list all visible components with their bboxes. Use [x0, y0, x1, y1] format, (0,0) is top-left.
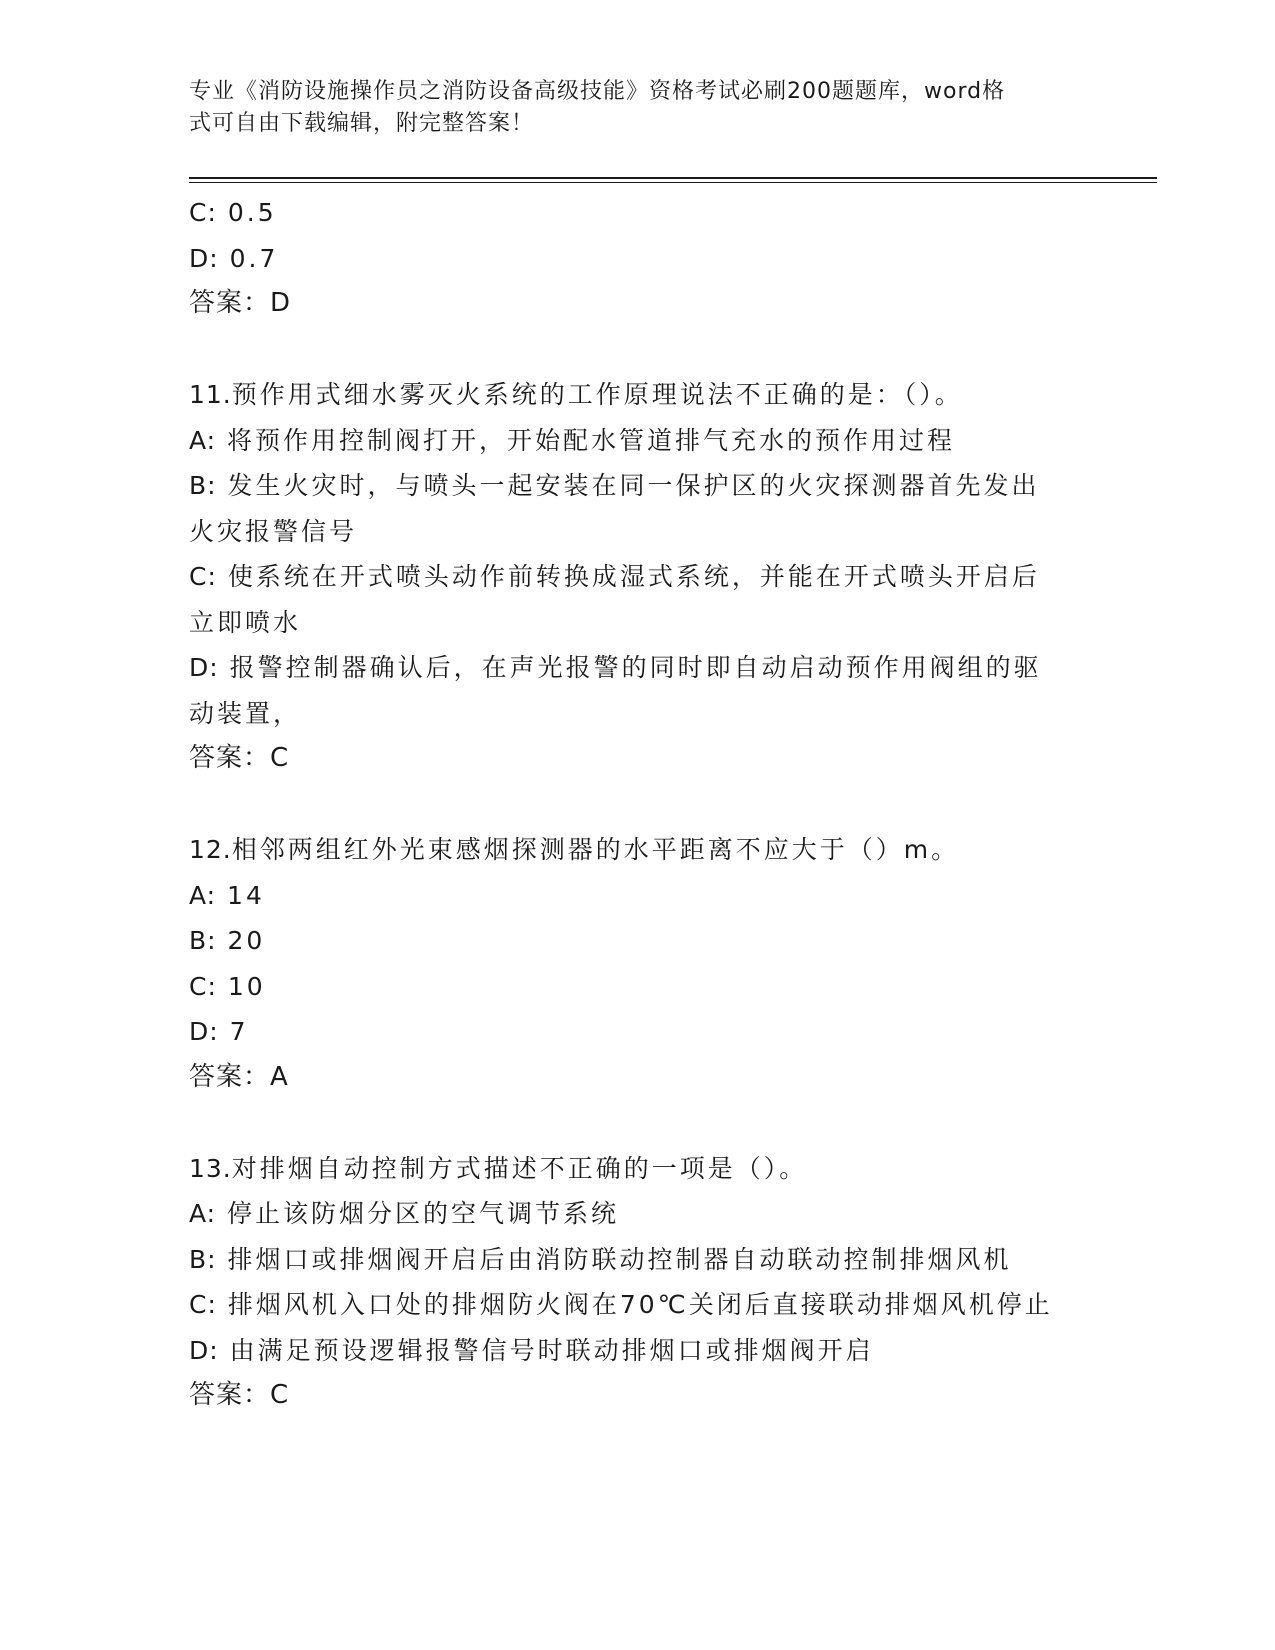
option-label: D:	[189, 1017, 219, 1046]
option-label: C:	[189, 562, 217, 591]
answer-line: 答案：C	[189, 1380, 290, 1410]
spacer	[189, 782, 1089, 828]
option-c	[189, 964, 1089, 1010]
option-c	[189, 1282, 1089, 1328]
question-stem	[189, 827, 1089, 873]
question-11	[189, 372, 1089, 782]
option-label: C:	[189, 1290, 217, 1319]
answer-line: 答案：D	[189, 288, 292, 318]
question-number: 11.	[189, 380, 232, 409]
answer-line: 答案：C	[189, 743, 290, 773]
header-divider-thin	[189, 182, 1157, 183]
option-text: 10	[227, 971, 266, 1001]
option-label: C:	[189, 971, 217, 1001]
option-text: 停止该防烟分区的空气调节系统	[227, 1199, 620, 1228]
option-a	[189, 873, 1089, 919]
header-line-1: 专业《消防设施操作员之消防设备高级技能》资格考试必刷200题题库，word格	[189, 79, 1006, 104]
option-label: A:	[189, 880, 217, 910]
option-a	[189, 1191, 1089, 1237]
option-text: 使系统在开式喷头动作前转换成湿式系统，并能在开式喷头开启后	[227, 562, 1040, 591]
question-text: 相邻两组红外光束感烟探测器的水平距离不应大于（）m。	[231, 835, 960, 864]
option-label: D:	[189, 653, 219, 682]
option-text: 排烟口或排烟阀开启后由消防联动控制器自动联动控制排烟风机	[227, 1244, 1012, 1274]
option-label: B:	[189, 1244, 217, 1274]
option-c-continued: 立即喷水	[189, 607, 302, 637]
question-stem	[189, 1146, 1089, 1192]
option-d	[189, 236, 1089, 282]
option-c	[189, 554, 1089, 600]
option-label: D:	[189, 243, 219, 273]
question-text: 对排烟自动控制方式描述不正确的一项是（）。	[231, 1153, 808, 1183]
option-text: 14	[227, 880, 265, 910]
option-text: 由满足预设逻辑报警信号时联动排烟口或排烟阀开启	[229, 1335, 874, 1365]
option-text: 发生火灾时，与喷头一起安装在同一保护区的火灾探测器首先发出	[227, 471, 1040, 500]
question-number: 12.	[189, 835, 232, 864]
option-label: C:	[189, 198, 217, 227]
option-text: 0.5	[227, 198, 277, 227]
prev-question-tail	[189, 190, 1089, 327]
header-divider-thick	[189, 177, 1157, 179]
option-label: D:	[189, 1335, 219, 1365]
question-text: 预作用式细水雾灭火系统的工作原理说法不正确的是：（）。	[231, 380, 963, 409]
question-number: 13.	[189, 1153, 232, 1183]
header-line-2: 式可自由下载编辑，附完整答案！	[189, 111, 535, 136]
question-12	[189, 827, 1089, 1100]
option-label: A:	[189, 425, 217, 455]
option-text: 排烟风机入口处的排烟防火阀在70℃关闭后直接联动排烟风机停止	[227, 1290, 1053, 1319]
option-c	[189, 190, 1089, 236]
question-stem	[189, 372, 1089, 418]
document-header	[189, 76, 1089, 140]
option-text: 报警控制器确认后，在声光报警的同时即自动启动预作用阀组的驱	[229, 653, 1042, 682]
document-body	[189, 190, 1089, 1419]
option-b	[189, 463, 1089, 509]
option-label: B:	[189, 926, 217, 955]
option-d	[189, 645, 1089, 691]
option-d	[189, 1328, 1089, 1374]
option-d-continued: 动装置，	[189, 698, 302, 728]
option-a	[189, 418, 1089, 464]
option-text: 7	[229, 1017, 249, 1046]
option-b-continued: 火灾报警信号	[189, 516, 358, 546]
option-label: A:	[189, 1199, 217, 1228]
spacer	[189, 327, 1089, 373]
option-text: 20	[227, 926, 266, 955]
option-b	[189, 918, 1089, 964]
option-text: 0.7	[229, 243, 279, 273]
question-13	[189, 1146, 1089, 1419]
option-b	[189, 1237, 1089, 1283]
option-text: 将预作用控制阀打开，开始配水管道排气充水的预作用过程	[227, 425, 956, 455]
option-d	[189, 1009, 1089, 1055]
answer-line: 答案：A	[189, 1061, 289, 1092]
spacer	[189, 1100, 1089, 1146]
option-label: B:	[189, 471, 217, 500]
